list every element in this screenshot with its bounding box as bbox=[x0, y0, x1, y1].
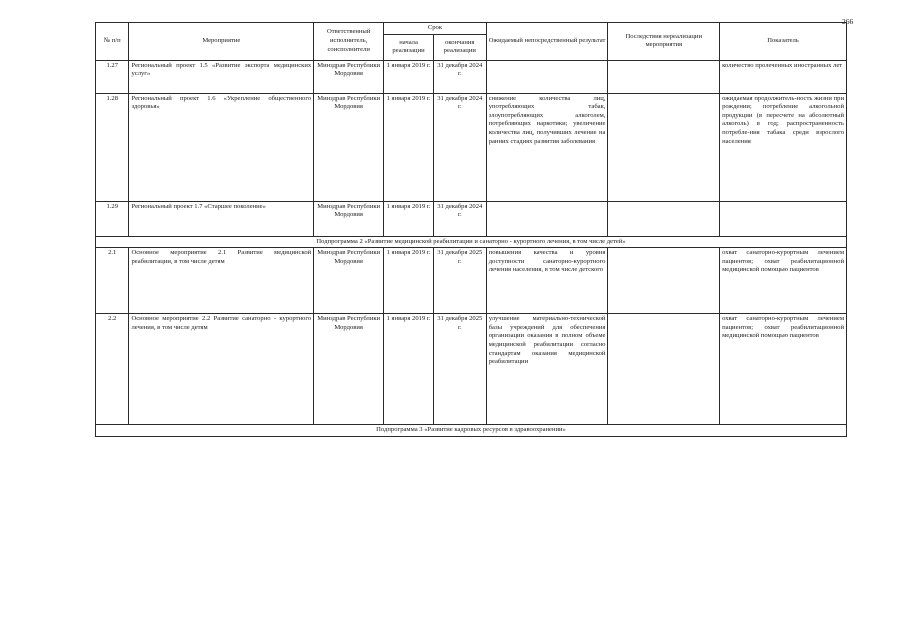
row-responsible: Минздрав Республики Мордовия bbox=[314, 93, 384, 201]
program-table bbox=[95, 22, 847, 437]
subprogram-row bbox=[96, 236, 847, 248]
row-indicator bbox=[720, 201, 847, 236]
row-num: 2.2 bbox=[96, 314, 129, 425]
row-expected: снижение количества лиц, употребляющих табак, злоупотребляющих алкоголем, потребляющих наркотики; увеличение количества лиц, получивших лечение на ранних стадиях развития заболевания bbox=[486, 93, 608, 201]
table-row bbox=[96, 60, 847, 93]
row-expected bbox=[486, 201, 608, 236]
header-indicator: Показатель bbox=[720, 23, 847, 61]
row-indicator: количество пролеченных иностранных лет bbox=[720, 60, 847, 93]
subprogram-3-title: Подпрограмма 3 «Развитие кадровых ресурсов в здравоохранении» bbox=[96, 425, 847, 437]
header-expected: Ожидаемый непосредственный результат bbox=[486, 23, 608, 61]
row-num: 2.1 bbox=[96, 248, 129, 314]
row-event: Основное мероприятие 2.2 Развитие санаторно - курортного лечения, в том числе детям bbox=[129, 314, 314, 425]
row-expected bbox=[486, 60, 608, 93]
row-event: Региональный проект 1.5 «Развитие экспорта медицинских услуг» bbox=[129, 60, 314, 93]
row-end: 31 декабря 2025 г. bbox=[433, 314, 486, 425]
header-term-end: окончания реализации bbox=[433, 34, 486, 60]
header-num: № п/п bbox=[96, 23, 129, 61]
row-indicator: охват санаторно-курортным лечением пациентов; охват реабилитационной медицинской помощью пациентов bbox=[720, 314, 847, 425]
row-start: 1 января 2019 г. bbox=[384, 248, 434, 314]
header-consequences: Последствия нереализации мероприятия bbox=[608, 23, 720, 61]
row-event: Региональный проект 1.6 «Укрепление общественного здоровья» bbox=[129, 93, 314, 201]
row-indicator: охват санаторно-курортным лечением пациентов; охват реабилитационной медицинской помощью пациентов bbox=[720, 248, 847, 314]
row-num: 1.28 bbox=[96, 93, 129, 201]
row-start: 1 января 2019 г. bbox=[384, 93, 434, 201]
row-num: 1.29 bbox=[96, 201, 129, 236]
row-expected: повышения качества и уровня доступности санаторно-курортного лечения населения, в том числе детского bbox=[486, 248, 608, 314]
row-start: 1 января 2019 г. bbox=[384, 60, 434, 93]
table-row bbox=[96, 314, 847, 425]
table-row bbox=[96, 93, 847, 201]
subprogram-2-title: Подпрограмма 2 «Развитие медицинской реабилитации и санаторно - курортного лечения, в том числе детей» bbox=[96, 236, 847, 248]
row-indicator: ожидаемая продолжитель-ность жизни при рождении; потребление алкогольной продукции (в пересчете на абсолютный алкоголь) в год; распространенность потребле-ния табака среди взрослого населения bbox=[720, 93, 847, 201]
row-start: 1 января 2019 г. bbox=[384, 201, 434, 236]
header-responsible: Ответственный исполнитель, соисполнители bbox=[314, 23, 384, 61]
row-start: 1 января 2019 г. bbox=[384, 314, 434, 425]
row-end: 31 декабря 2024 г. bbox=[433, 60, 486, 93]
table-row bbox=[96, 248, 847, 314]
row-responsible: Минздрав Республики Мордовия bbox=[314, 60, 384, 93]
row-num: 1.27 bbox=[96, 60, 129, 93]
header-term-start: начала реализации bbox=[384, 34, 434, 60]
page-number: 266 bbox=[842, 17, 854, 26]
row-consequences bbox=[608, 60, 720, 93]
row-end: 31 декабря 2024 г. bbox=[433, 93, 486, 201]
row-responsible: Минздрав Республики Мордовия bbox=[314, 201, 384, 236]
row-consequences bbox=[608, 201, 720, 236]
row-end: 31 декабря 2024 г. bbox=[433, 201, 486, 236]
row-event: Основное мероприятие 2.1 Развитие медицинской реабилитации, в том числе детям bbox=[129, 248, 314, 314]
row-responsible: Минздрав Республики Мордовия bbox=[314, 248, 384, 314]
header-term: Срок bbox=[384, 23, 487, 35]
row-responsible: Минздрав Республики Мордовия bbox=[314, 314, 384, 425]
row-end: 31 декабря 2025 г. bbox=[433, 248, 486, 314]
row-consequences bbox=[608, 248, 720, 314]
subprogram-row bbox=[96, 425, 847, 437]
row-consequences bbox=[608, 93, 720, 201]
row-event: Региональный проект 1.7 «Старшее поколение» bbox=[129, 201, 314, 236]
row-consequences bbox=[608, 314, 720, 425]
table-row bbox=[96, 201, 847, 236]
header-event: Мероприятие bbox=[129, 23, 314, 61]
row-expected: улучшение материально-технической базы учреждений для обеспечения организации оказания в полном объеме медицинской реабилитации согласно стандартам оказания медицинской реабилитации bbox=[486, 314, 608, 425]
